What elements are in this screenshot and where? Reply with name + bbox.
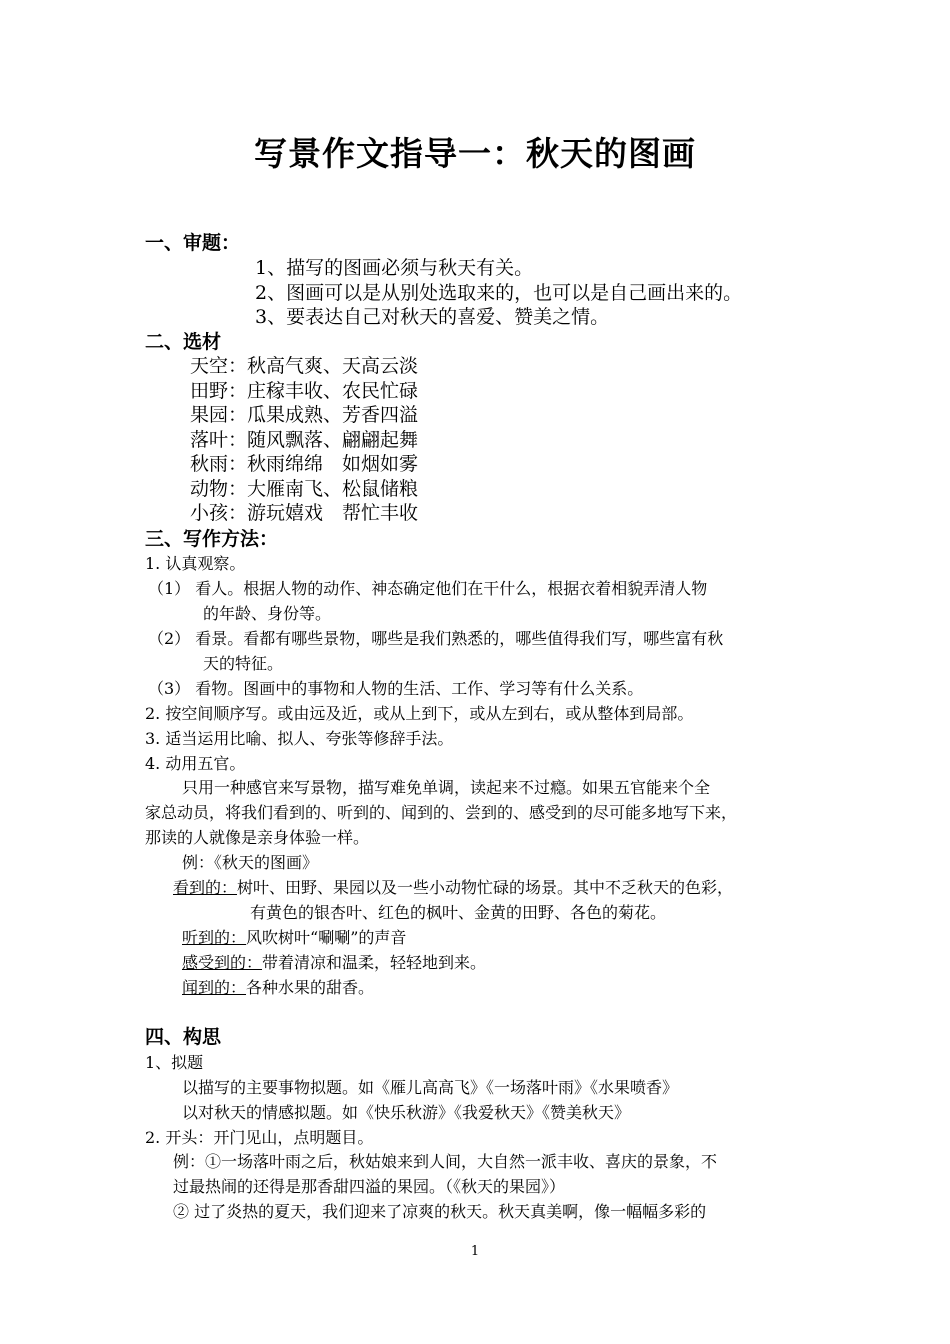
xuancai-item: 果园：瓜果成熟、芳香四溢 <box>190 404 419 426</box>
sense-label: 看到的： <box>173 878 238 897</box>
sense-see-cont: 有黄色的银杏叶、红色的枫叶、金黄的田野、各色的菊花。 <box>250 903 667 922</box>
gousi-item: 2. 开头：开门见山，点明题目。 <box>145 1128 374 1147</box>
xuancai-item: 小孩：游玩嬉戏 帮忙丰收 <box>190 502 419 524</box>
gousi-example-cont: 过最热闹的还得是那香甜四溢的果园。（《秋天的果园》） <box>173 1177 566 1196</box>
section-heading-xuancai: 二、选材 <box>145 331 222 353</box>
observe-item-1: （1） 看人。根据人物的动作、神态确定他们在干什么，根据衣着相貌弄清人物 <box>148 579 708 598</box>
sense-label: 听到的： <box>182 928 247 947</box>
gousi-item: 1、拟题 <box>145 1053 204 1072</box>
sense-text: 树叶、田野、果园以及一些小动物忙碌的场景。其中不乏秋天的色彩， <box>237 878 734 897</box>
paragraph-line: 家总动员，将我们看到的、听到的、闻到的、尝到的、感受到的尽可能多地写下来， <box>145 803 738 822</box>
xuancai-item: 天空：秋高气爽、天高云淡 <box>190 355 419 377</box>
gousi-line: 以描写的主要事物拟题。如《雁儿高高飞》《一场落叶雨》《水果喷香》 <box>182 1078 679 1097</box>
observe-item-2-cont: 天的特征。 <box>203 654 284 673</box>
example-title: 例：《秋天的图画》 <box>182 853 319 872</box>
document-title: 写景作文指导一：秋天的图画 <box>254 134 696 173</box>
shenti-item: 3、要表达自己对秋天的喜爱、赞美之情。 <box>255 306 610 328</box>
sense-label: 闻到的： <box>182 978 247 997</box>
sense-label: 感受到的： <box>182 953 263 972</box>
sense-feel <box>182 950 486 973</box>
xuancai-item: 动物：大雁南飞、松鼠储粮 <box>190 478 419 500</box>
observe-item-2: （2） 看景。看都有哪些景物，哪些是我们熟悉的，哪些值得我们写，哪些富有秋 <box>148 629 724 648</box>
section-heading-xiezuo: 三、写作方法： <box>145 528 279 550</box>
sense-see <box>173 875 733 898</box>
paragraph-line: 只用一种感官来写景物，描写难免单调，读起来不过瘾。如果五官能来个全 <box>182 778 711 797</box>
xuancai-item: 秋雨：秋雨绵绵 如烟如雾 <box>190 453 419 475</box>
observe-item-3: （3） 看物。图画中的事物和人物的生活、工作、学习等有什么关系。 <box>148 679 644 698</box>
gousi-example: 例：①一场落叶雨之后，秋姑娘来到人间，大自然一派丰收、喜庆的景象，不 <box>173 1152 718 1171</box>
xuancai-item: 落叶：随风飘落、翩翩起舞 <box>190 429 419 451</box>
sense-text: 各种水果的甜香。 <box>246 978 375 997</box>
sense-text: 带着清凉和温柔，轻轻地到来。 <box>262 953 487 972</box>
method-4: 4. 动用五官。 <box>145 754 246 773</box>
paragraph-line: 那读的人就像是亲身体验一样。 <box>145 828 370 847</box>
method-3: 3. 适当运用比喻、拟人、夸张等修辞手法。 <box>145 729 454 748</box>
sense-hear <box>182 925 406 948</box>
gousi-example: ② 过了炎热的夏天，我们迎来了凉爽的秋天。秋天真美啊，像一幅幅多彩的 <box>173 1202 707 1221</box>
shenti-item: 2、图画可以是从别处选取来的，也可以是自己画出来的。 <box>255 282 743 304</box>
sense-text: 风吹树叶“唰唰”的声音 <box>246 928 407 947</box>
shenti-item: 1、描写的图画必须与秋天有关。 <box>255 257 534 279</box>
method-1: 1. 认真观察。 <box>145 554 246 573</box>
section-heading-gousi: 四、构思 <box>145 1026 222 1048</box>
section-heading-shenti: 一、审题： <box>145 232 241 254</box>
observe-item-1-cont: 的年龄、身份等。 <box>203 604 332 623</box>
xuancai-item: 田野：庄稼丰收、农民忙碌 <box>190 380 419 402</box>
sense-smell <box>182 975 374 998</box>
gousi-line: 以对秋天的情感拟题。如《快乐秋游》《我爱秋天》《赞美秋天》 <box>182 1103 631 1122</box>
method-2: 2. 按空间顺序写。或由远及近，或从上到下，或从左到右，或从整体到局部。 <box>145 704 694 723</box>
page-number: 1 <box>470 1244 480 1259</box>
